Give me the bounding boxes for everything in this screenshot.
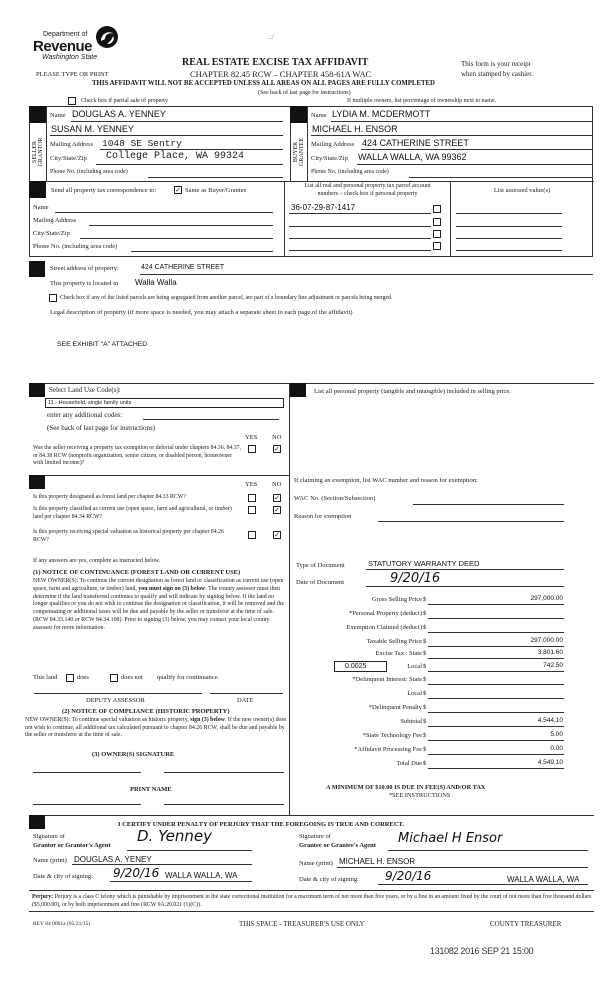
qualify-label: qualify for continuance. — [157, 674, 220, 681]
if-yes-note: If any answers are yes, complete as instructed below. — [33, 558, 161, 564]
tax-row-label: *Personal Property (deduct) — [349, 610, 422, 617]
form-number: REV 84 0001a (05/21/15) — [33, 921, 91, 927]
exemption-question: Was the seller receiving a property tax exemption or deferral under chapters 84.36, 84.37, or 84.38 RCW (nonprofit organization, senior citizen, or disabled person, homeowner with limited income)? — [33, 445, 241, 466]
form-title: REAL ESTATE EXCISE TAX AFFIDAVIT — [182, 57, 369, 68]
tax-row-label: Taxable Selling Price — [366, 638, 422, 645]
tax-row-label: Exemption Claimed (deduct) — [346, 624, 422, 631]
buyer-address-label: Mailing Address — [311, 141, 355, 148]
county-treasurer-label: COUNTY TREASURER — [490, 920, 562, 928]
segregated-label: Check box if any of the listed parcels are being segregated from another parcel, are part of a boundary line adjustment or parcels being merged. — [60, 295, 393, 301]
currency-symbol: $ — [423, 596, 427, 603]
corr-phone-label: Phone No. (including area code) — [33, 243, 118, 250]
multiple-owners-note: If multiple owners, list percentage of ownership next to name. — [347, 98, 497, 104]
does-not-label: does not — [121, 674, 143, 681]
certification-statement: I CERTIFY UNDER PENALTY OF PERJURY THAT THE FOREGOING IS TRUE AND CORRECT. — [118, 821, 405, 828]
exemption-reason-label: Reason for exemption — [294, 513, 352, 520]
historic-yes-checkbox[interactable] — [248, 531, 256, 539]
tax-row-label: *Delinquent Penalty — [368, 704, 422, 711]
wac-number-field[interactable] — [413, 504, 564, 505]
additional-codes-label: enter any additional codes: — [47, 411, 123, 419]
notice-continuance-title: (1) NOTICE OF CONTINUANCE (FOREST LAND OR CURRENT USE) — [33, 569, 241, 576]
correspondence-label: Send all property tax correspondence to: — [51, 187, 157, 194]
currency-symbol: $ — [423, 704, 427, 711]
tax-row-value[interactable]: 4,544.10 — [537, 717, 563, 724]
tax-row-value[interactable]: 3,801.60 — [537, 649, 563, 656]
see-instructions-note: *SEE INSTRUCTIONS — [389, 792, 451, 799]
tax-row — [290, 608, 580, 622]
grantor-date[interactable]: 9/20/16 — [113, 866, 160, 880]
notice1-text-b: . The county assessor must then determine if the land transferred continues to qualify and will indicate by signing below. If the land no longer qualifies or you do not wish to continue the designation or classification, it will be removed and the compensating or additional taxes will be due and payable by the seller or transferor at the time of sale. (RCW 84.33.140 or RCW 84.34.108). Prior to signing (3) below, you may contact your local county assessor for more information. — [33, 585, 285, 631]
grantor-city[interactable]: WALLA WALLA, WA — [165, 871, 238, 880]
land-use-selected: 11 - Household, single family units — [48, 400, 132, 406]
buyer-section — [311, 108, 593, 180]
tax-row-label: Excise Tax : State — [375, 650, 422, 657]
grantor-signature[interactable]: D. Yenney — [137, 827, 212, 845]
buyer-name-label: Name — [311, 112, 327, 119]
document-type[interactable]: STATUTORY WARRANTY DEED — [368, 559, 480, 568]
corr-name-field[interactable] — [55, 212, 273, 213]
historic-no-checkbox[interactable]: ✓ — [274, 531, 280, 539]
dor-logo — [33, 30, 133, 66]
grantee-label: GRANTEE — [299, 138, 305, 166]
document-type-label: Type of Document — [296, 562, 345, 569]
assessed-value-field[interactable] — [456, 213, 562, 214]
currency-symbol: $ — [423, 650, 427, 657]
buyer-city[interactable]: WALLA WALLA, WA 99362 — [358, 152, 467, 162]
parcel-row — [289, 203, 447, 215]
personal-property-checkbox[interactable] — [433, 218, 441, 226]
grantee-date-label: Date & city of signing: — [299, 876, 359, 883]
tax-row-value[interactable]: 4,549.10 — [537, 759, 563, 766]
partial-sale-checkbox[interactable] — [68, 97, 76, 105]
grantee-sig-label-2: Grantee or Grantee's Agent — [299, 842, 376, 849]
grantor-date-label: Date & city of signing: — [33, 873, 93, 880]
historic-question: Is this property receiving special valuation as historical property per chapter 84.26 RCW? — [33, 529, 224, 543]
does-checkbox[interactable] — [66, 674, 74, 682]
section-marker-4 — [29, 261, 45, 277]
located-in-label: This property is located in — [50, 280, 119, 287]
current-use-question: Is this property classified as current use (open space, farm and agricultural, or timber) land per chapter 84.34 RCW? — [33, 506, 232, 520]
see-back-note: (See back of last page for instructions) — [258, 90, 351, 96]
located-in-value[interactable]: Walla Walla — [135, 278, 177, 287]
forest-yes-checkbox[interactable] — [248, 494, 256, 502]
grantee-date[interactable]: 9/20/16 — [385, 869, 432, 883]
same-as-buyer-label: Same as Buyer/Grantee — [185, 187, 247, 194]
currency-symbol: $ — [423, 760, 427, 767]
land-use-select[interactable] — [45, 398, 284, 408]
section-marker-1 — [29, 106, 46, 123]
tax-row-label: Gross Selling Price — [371, 596, 422, 603]
perjury-notice — [32, 893, 592, 909]
owner-signature-field-1[interactable] — [33, 772, 141, 773]
buyer-address[interactable]: 424 CATHERINE STREET — [362, 138, 469, 148]
tax-row — [290, 594, 580, 608]
forest-land-question: Is this property designated as forest land per chapter 84.33 RCW? — [33, 494, 186, 500]
notice1-bold: you must sign on (3) below — [138, 585, 206, 592]
perjury-text: Perjury is a class C felony which is punishable by imprisonment in the state correctional institution for a maximum term of not more than five years, or by a fine in an amount fixed by the court of not more than five thousand dollars ($5,000.00), or by both imprisonment and fine (RCW 9A.20.021 (1)(C)). — [32, 894, 592, 908]
dor-swirl-logo-icon — [95, 25, 119, 49]
assessed-header: List assessed value(s) — [493, 187, 551, 194]
tax-row-total — [290, 758, 580, 772]
section-marker-5 — [29, 383, 45, 397]
same-as-buyer-checkbox[interactable]: ✓ — [175, 186, 181, 194]
grantee-city[interactable]: WALLA WALLA, WA — [507, 875, 580, 884]
section-marker-6 — [29, 475, 45, 489]
tax-row-value[interactable]: 742.50 — [543, 662, 563, 669]
assessed-value-field[interactable] — [456, 238, 562, 239]
currency-symbol: $ — [423, 690, 427, 697]
personal-property-checkbox[interactable] — [433, 242, 441, 250]
personal-property-checkbox[interactable] — [433, 205, 441, 213]
parcel-number[interactable]: 36-07-29-87-1417 — [291, 203, 356, 212]
buyer-side-label — [292, 128, 306, 178]
grantor-name-label: Name (print) — [33, 857, 67, 864]
land-use-label: Select Land Use Code(s): — [49, 386, 121, 394]
seller-address[interactable]: 1048 SE Sentry — [102, 138, 182, 149]
seller-city-label: City/State/Zip — [50, 155, 87, 162]
notice1-text-a: NEW OWNER(S): To continue the current designation as forest land or classification as current use (open space, farm and agriculture, or timber) land, — [33, 578, 284, 592]
exemption-yes-checkbox[interactable] — [248, 445, 256, 453]
assessed-value-field[interactable] — [456, 226, 562, 227]
currency-symbol: $ — [423, 718, 427, 725]
tax-row — [290, 730, 580, 744]
document-date-label: Date of Document — [296, 579, 345, 586]
currency-symbol: $ — [423, 746, 427, 753]
seller-side-label — [31, 128, 45, 178]
personal-property-checkbox[interactable] — [433, 230, 441, 238]
warning-text: THIS AFFIDAVIT WILL NOT BE ACCEPTED UNLESS ALL AREAS ON ALL PAGES ARE FULLY COMPLETED — [92, 80, 435, 87]
please-type: PLEASE TYPE OR PRINT — [36, 71, 109, 78]
tax-row-label: Subtotal — [400, 718, 422, 725]
exemption-label: If claiming an exemption, list WAC number and reason for exemption: — [294, 477, 478, 484]
exemption-reason-field[interactable] — [378, 521, 564, 522]
tax-row-value[interactable]: 5.00 — [550, 731, 563, 738]
street-address[interactable]: 424 CATHERINE STREET — [141, 264, 225, 271]
parcel-header-2: numbers – check box if personal property — [317, 191, 418, 197]
notice-continuance-text — [33, 578, 287, 633]
personal-property-label: List all personal property (tangible and intangible) included in selling price. — [314, 388, 511, 395]
print-name-label: PRINT NAME — [130, 786, 172, 793]
seller-city[interactable]: College Place, WA 99324 — [106, 151, 245, 162]
corr-name-label: Name — [33, 204, 49, 211]
buyer-label: BUYER — [293, 141, 299, 163]
grantor-sig-label-2: Grantor or Grantor's Agent — [33, 842, 111, 849]
seller-name-label: Name — [50, 112, 66, 119]
seller-name-2[interactable]: SUSAN M. YENNEY — [51, 124, 134, 134]
perjury-bold: Perjury: — [32, 894, 54, 900]
tax-table — [290, 594, 580, 767]
receipt-note-1: This form is your receipt — [461, 60, 531, 68]
buyer-phone-label: Phone No. (including area code) — [311, 169, 389, 175]
seller-name-1[interactable]: DOUGLAS A. YENNEY — [72, 109, 166, 119]
grantor-label: GRANTOR — [38, 137, 44, 167]
notice2-text-b: . If the new owner(s) does not wish to continue, all additional tax calculated pursuant to chapter 84.26 RCW, shall be due and payable by the seller or transferor at the time of sale. — [25, 717, 287, 738]
assessor-date-field[interactable] — [210, 693, 283, 694]
grantee-signature[interactable]: Michael H Ensor — [398, 831, 503, 846]
corr-address-field[interactable] — [89, 225, 273, 226]
notice2-bold: sign (3) below — [190, 717, 225, 723]
parcel-section — [285, 182, 450, 256]
receipt-note-2: when stamped by cashier. — [461, 70, 533, 78]
tax-row-value[interactable]: 0.00 — [550, 745, 563, 752]
assessed-value-field[interactable] — [456, 250, 562, 251]
partial-sale-label: Check box if partial sale of property — [81, 98, 168, 104]
local-rate: 0.0025 — [345, 663, 367, 670]
no-header-2: NO — [272, 481, 282, 488]
exemption-no-checkbox[interactable]: ✓ — [274, 445, 280, 453]
parcel-row — [289, 240, 447, 252]
grantor-name[interactable]: DOUGLAS A. YENEY — [74, 855, 152, 864]
document-date[interactable]: 9/20/16 — [390, 571, 441, 586]
tax-row-label: *Delinquent Interest: State — [352, 676, 422, 683]
section-marker-2 — [290, 106, 307, 123]
tax-row — [290, 744, 580, 758]
corr-city-label: City/State/Zip — [33, 230, 70, 237]
buyer-phone-field[interactable] — [409, 177, 593, 178]
buyer-city-label: City/State/Zip — [311, 155, 348, 162]
tax-row-value[interactable]: 297,000.00 — [530, 595, 563, 602]
correspondence-section — [33, 183, 283, 255]
tax-row-label: Local — [407, 690, 422, 697]
assessor-date-label: DATE — [237, 697, 254, 704]
tax-row-label: Total Due — [396, 760, 422, 767]
does-not-checkbox[interactable] — [110, 674, 118, 682]
legal-description[interactable]: SEE EXHIBIT "A" ATTACHED — [57, 341, 148, 348]
section-marker-8 — [29, 815, 45, 829]
grantor-sig-label-1: Signature of — [33, 833, 65, 840]
does-label: does — [77, 674, 89, 681]
currency-symbol: $ — [423, 732, 427, 739]
currency-symbol: $ — [423, 610, 427, 617]
parcel-row — [289, 216, 447, 228]
legal-description-label: Legal description of property (if more space is needed, you may attach a separate sheet to each page of the affidavit) — [50, 309, 353, 316]
seller-phone-label: Phone No. (including area code) — [50, 169, 128, 175]
current-use-no-checkbox[interactable]: ✓ — [274, 506, 280, 514]
wac-number-label: WAC No. (Section/Subsection) — [294, 495, 376, 502]
forest-no-checkbox[interactable]: ✓ — [274, 494, 280, 502]
yes-header-2: YES — [245, 481, 258, 488]
treasurer-stamp: 131082 2016 SEP 21 15:00 — [430, 946, 534, 956]
buyer-name-1[interactable]: LYDIA M. MCDERMOTT — [332, 109, 431, 119]
seller-label: SELLER — [32, 141, 38, 163]
deputy-assessor-signature[interactable] — [34, 693, 202, 694]
no-header: NO — [272, 434, 282, 441]
tax-row — [290, 688, 580, 702]
tax-row-label: *State Technology Fee — [362, 732, 422, 739]
local-rate-box[interactable] — [334, 661, 387, 672]
minimum-due-note: A MINIMUM OF $10.00 IS DUE IN FEE(S) AND/OR TAX — [326, 784, 486, 791]
form-subtitle: CHAPTER 82.45 RCW – CHAPTER 458-61A WAC — [190, 69, 372, 79]
seller-address-label: Mailing Address — [50, 141, 94, 148]
tax-row-label: *Affidavit Processing Fee — [354, 746, 422, 753]
tax-row-label: Local — [407, 663, 422, 670]
currency-symbol: $ — [423, 638, 427, 645]
treasurer-use-label: THIS SPACE - TREASURER'S USE ONLY — [239, 920, 365, 928]
segregated-checkbox[interactable] — [49, 294, 57, 302]
corr-address-label: Mailing Address — [33, 217, 77, 224]
tax-row — [290, 716, 580, 730]
seller-section — [50, 108, 282, 180]
grantee-name-label: Name (print) — [299, 860, 333, 867]
parcel-row — [289, 228, 447, 240]
tax-row — [290, 648, 580, 662]
section-marker-7 — [290, 383, 306, 397]
notice2-text-a: NEW OWNER(S): To continue special valuation as historic property, — [25, 717, 191, 723]
scan-mark: .:/ — [268, 33, 274, 41]
land-use-see-back: (See back of last page for instructions) — [47, 424, 156, 432]
current-use-yes-checkbox[interactable] — [248, 506, 256, 514]
yes-header: YES — [245, 434, 258, 441]
currency-symbol: $ — [423, 663, 427, 670]
grantee-sig-label-1: Signature of — [299, 833, 331, 840]
tax-row-value[interactable]: 297,000.00 — [530, 637, 563, 644]
currency-symbol: $ — [423, 676, 427, 683]
assessed-section — [451, 182, 593, 256]
owner-signature-title: (3) OWNER(S) SIGNATURE — [92, 751, 175, 758]
buyer-name-2[interactable]: MICHAEL H. ENSOR — [312, 124, 398, 134]
logo-line-dept: Department of — [43, 31, 88, 38]
seller-phone-field[interactable] — [148, 177, 283, 178]
tax-row — [290, 622, 580, 636]
deputy-assessor-label: DEPUTY ASSESSOR — [86, 697, 145, 704]
street-address-label: Street address of property: — [50, 265, 119, 272]
currency-symbol: $ — [423, 624, 427, 631]
corr-phone-field[interactable] — [131, 251, 273, 252]
corr-city-field[interactable] — [80, 238, 273, 239]
logo-line-revenue: Revenue — [33, 38, 93, 55]
notice-compliance-title: (2) NOTICE OF COMPLIANCE (HISTORIC PROPERTY) — [62, 708, 230, 715]
logo-line-state: Washington State — [42, 54, 98, 61]
grantee-name[interactable]: MICHAEL H. ENSOR — [339, 857, 416, 866]
tax-row — [290, 702, 580, 716]
tax-row — [290, 674, 580, 688]
parcel-header-1: List all real and personal property tax parcel account — [304, 183, 431, 189]
notice-compliance-text — [25, 717, 287, 740]
additional-codes-field[interactable] — [143, 419, 279, 420]
tax-row — [290, 661, 580, 675]
this-land-label: This land — [33, 674, 58, 681]
owner-signature-field-2[interactable] — [164, 772, 284, 773]
